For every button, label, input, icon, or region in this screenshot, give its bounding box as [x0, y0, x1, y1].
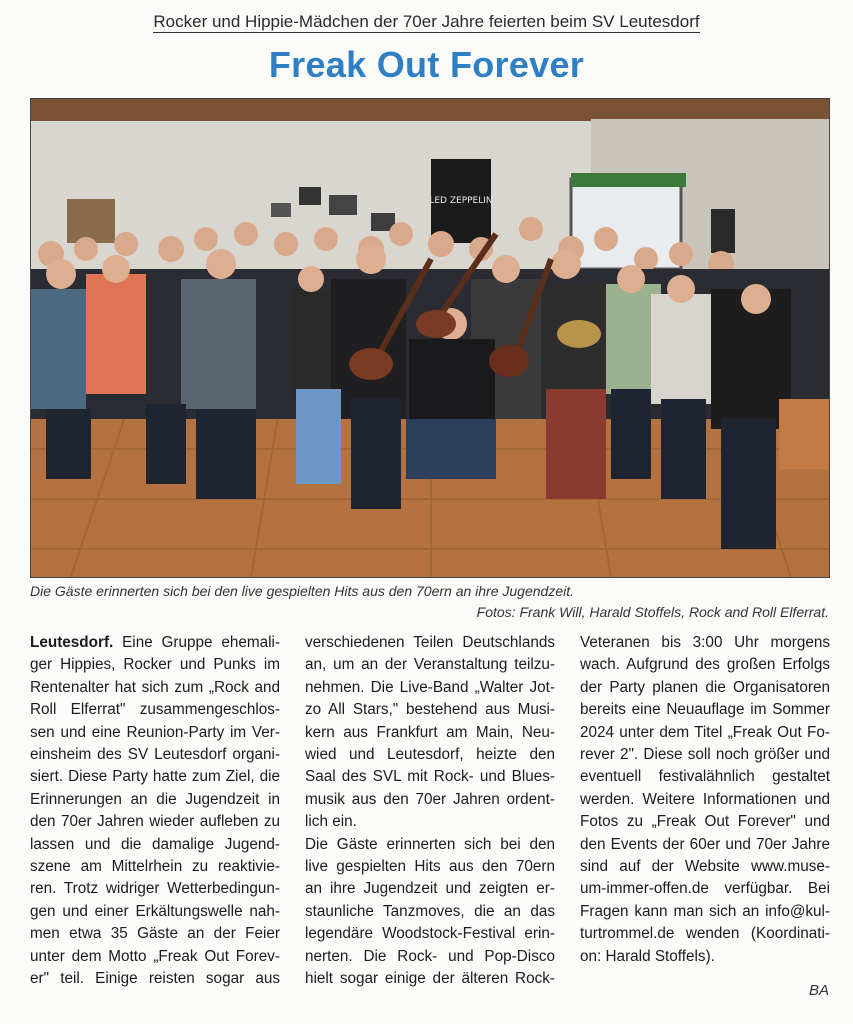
- article-line: werden. Weitere Informationen und: [580, 790, 830, 808]
- article-line: unter dem Motto „Freak Out Forev-: [30, 947, 280, 965]
- photo-credit: Fotos: Frank Will, Harald Stoffels, Rock and Roll Elferrat.: [476, 604, 829, 620]
- article-line: nerten. Die Rock- und Pop-Disco: [305, 947, 555, 965]
- article-line: nehmen. Die Live-Band „Walter Jot-: [305, 678, 555, 696]
- article-line: eventuell festivalähnlich gestaltet: [580, 768, 830, 786]
- article-line: er" teil. Einige reisten sogar aus: [30, 970, 280, 988]
- article-line: Fotos zu „Freak Out Forever" und: [580, 813, 830, 831]
- article-line: einsheim des SV Leutesdorf organi-: [30, 746, 280, 764]
- article-line: 2024 unter dem Titel „Freak Out Fo-: [580, 723, 830, 741]
- article-line: musik aus den 70er Jahren ordent-: [305, 790, 555, 808]
- group-photo: [30, 98, 830, 578]
- article-line: gen und einer Erkältungswelle nah-: [30, 902, 280, 920]
- article-line: Veteranen bis 3:00 Uhr morgens: [580, 634, 830, 651]
- article-line: Leutesdorf. Eine Gruppe ehemali-: [30, 634, 280, 651]
- article-line: sind auf der Website www.muse-: [580, 858, 830, 876]
- article-column-3: [580, 632, 830, 968]
- article-line: den Events der 60er und 70er Jahre: [580, 835, 830, 853]
- article-line: Saal des SVL mit Rock- und Blues-: [305, 768, 555, 786]
- article-line: Die Gäste erinnerten sich bei den: [305, 835, 555, 853]
- article-line: live gespielten Hits aus den 70ern: [305, 858, 555, 876]
- article-line: szene am Mittelrhein zu reaktivie-: [30, 858, 280, 876]
- article-line: rever 2". Diese soll noch größer und: [580, 746, 830, 764]
- article-line: zo All Stars," bestehend aus Musi-: [305, 701, 555, 719]
- article-line: Fragen kann man sich an info@kul-: [580, 902, 830, 920]
- article-line: den 70er Jahren wieder aufleben zu: [30, 813, 280, 831]
- article-column-2: [305, 632, 555, 991]
- dateline-place: Leutesdorf.: [30, 634, 114, 651]
- article-line: an, um an der Veranstaltung teilzu-: [305, 656, 555, 674]
- article-line: wach. Aufgrund des großen Erfolgs: [580, 656, 830, 674]
- photo-caption: Die Gäste erinnerten sich bei den live gespielten Hits aus den 70ern an ihre Jugendzeit.: [30, 583, 574, 599]
- article-line: men etwa 35 Gäste an der Feier: [30, 925, 280, 943]
- article-kicker: Rocker und Hippie-Mädchen der 70er Jahre feierten beim SV Leutesdorf: [153, 12, 700, 31]
- article-line: sen und eine Reunion-Party im Ver-: [30, 723, 280, 741]
- article-line: kern aus Frankfurt am Main, Neu-: [305, 723, 555, 741]
- article-line: ren. Trotz widriger Wetterbedingun-: [30, 880, 280, 898]
- article-line: Rentenalter hat sich zum „Rock and: [30, 678, 280, 696]
- article-line: der Party planen die Organisatoren: [580, 678, 830, 696]
- article-line: bereits eine Neuauflage im Sommer: [580, 701, 830, 719]
- article-line: ger Hippies, Rocker und Punks im: [30, 656, 280, 674]
- article-line: Erinnerungen an die Jugendzeit in: [30, 790, 280, 808]
- article-line: lich ein.: [305, 813, 357, 831]
- article-line: lassen und die damalige Jugend-: [30, 835, 280, 853]
- article-line: turtrommel.de wenden (Koordinati-: [580, 925, 830, 943]
- group-photo-illustration: [31, 99, 829, 577]
- article-line: Roll Elferrat" zusammengeschlos-: [30, 701, 280, 719]
- author-signature: BA: [808, 982, 829, 999]
- article-line: an ihre Jugendzeit und zeigten er-: [305, 880, 555, 898]
- article-column-1: [30, 632, 280, 991]
- article-line: staunliche Tanzmoves, die an das: [305, 902, 555, 920]
- poster-text: LED ZEPPELIN: [429, 196, 493, 206]
- article-line: on: Harald Stoffels).: [580, 947, 715, 965]
- article-line: um-immer-offen.de verfügbar. Bei: [580, 880, 830, 898]
- article-line: verschiedenen Teilen Deutschlands: [305, 634, 555, 651]
- article-line: siert. Diese Party hatte zum Ziel, die: [30, 768, 280, 786]
- article-line: wied und Leutesdorf, heizte den: [305, 746, 555, 764]
- article-line: hielt sogar einige der älteren Rock-: [305, 970, 555, 988]
- article-line: legendäre Woodstock-Festival erin-: [305, 925, 555, 943]
- article-headline: Freak Out Forever: [268, 44, 585, 85]
